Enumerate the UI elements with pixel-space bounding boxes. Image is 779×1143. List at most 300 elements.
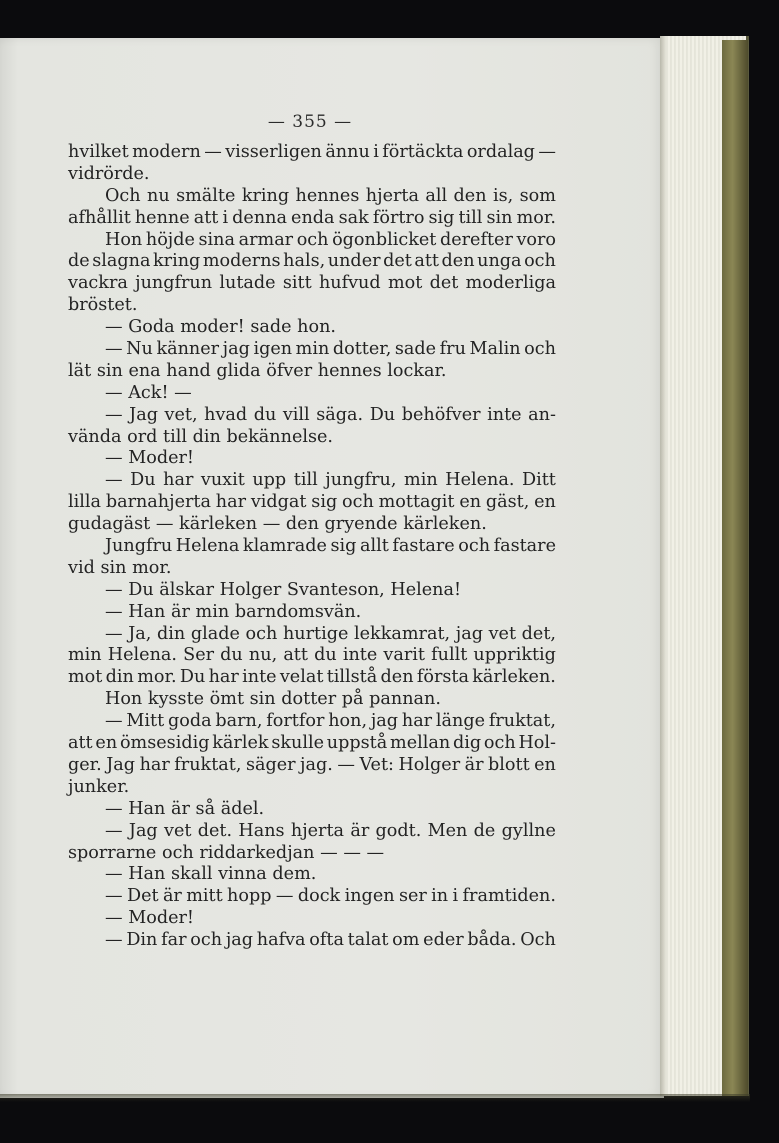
word: Malin xyxy=(469,339,521,360)
word: igen xyxy=(253,339,293,360)
word: min xyxy=(404,470,438,491)
word: dem. xyxy=(272,864,317,885)
word: sporrarne xyxy=(68,842,157,863)
word: så xyxy=(195,798,216,819)
text-line xyxy=(68,711,556,733)
word: dock xyxy=(297,886,341,907)
word: kring xyxy=(241,185,290,206)
word: kysste xyxy=(147,689,205,710)
word: ofta xyxy=(309,930,344,951)
word: — xyxy=(155,514,174,535)
word: — xyxy=(275,886,294,907)
word: det xyxy=(429,273,459,294)
word: in xyxy=(431,886,449,907)
word: ordalag xyxy=(466,142,535,162)
word: ingen xyxy=(344,886,395,907)
word: kring xyxy=(153,251,201,272)
word: — xyxy=(105,908,123,929)
word: goda xyxy=(167,711,212,732)
word: jungfrun xyxy=(135,273,213,294)
word: sak xyxy=(338,207,369,228)
word: Moder! xyxy=(128,908,194,929)
word: modern xyxy=(132,142,201,162)
word: är xyxy=(350,820,370,841)
word: uppriktig xyxy=(473,645,556,666)
word: i xyxy=(452,886,459,907)
word: det. xyxy=(197,820,233,841)
word: mor. xyxy=(516,207,556,228)
word: henne xyxy=(134,207,190,228)
word: kärleken. xyxy=(472,667,556,688)
word: afhållit xyxy=(68,207,131,228)
word: sin xyxy=(249,689,276,710)
word: Jag xyxy=(128,820,158,841)
text-line xyxy=(68,251,556,273)
word: bekännelse. xyxy=(226,426,334,447)
word: fastare xyxy=(493,536,556,557)
word: enda xyxy=(291,207,335,228)
word: armar xyxy=(238,229,294,250)
word: jag. xyxy=(300,754,333,775)
word: i xyxy=(222,207,229,228)
word: mor. xyxy=(132,557,172,578)
word: inte xyxy=(242,667,277,688)
text-line xyxy=(68,514,556,536)
word: sade xyxy=(394,339,437,360)
word: barnahjerta xyxy=(105,492,211,513)
text-line xyxy=(68,427,556,449)
word: jag xyxy=(370,711,399,732)
text-line xyxy=(68,777,556,799)
word: säga. xyxy=(316,404,364,425)
word: Han xyxy=(128,601,166,622)
word: ser xyxy=(398,886,427,907)
word: de xyxy=(473,820,496,841)
word: — xyxy=(105,864,123,885)
word: den xyxy=(441,251,475,272)
word: inte xyxy=(342,645,378,666)
page-bottom-shadow xyxy=(0,1094,750,1102)
word: vidrörde. xyxy=(68,163,150,184)
word: allt xyxy=(359,536,389,557)
word: på xyxy=(341,689,364,710)
word: har xyxy=(139,754,170,775)
word: Ser xyxy=(183,645,215,666)
text-line xyxy=(68,142,556,164)
word: hennes xyxy=(295,185,360,206)
word: moderns xyxy=(202,251,281,272)
word: tillstå xyxy=(326,667,378,688)
word: — xyxy=(105,930,123,951)
text-line xyxy=(68,317,556,339)
word: under xyxy=(327,251,381,272)
word: varit xyxy=(383,645,425,666)
word: och xyxy=(524,251,556,272)
word: gudagäst xyxy=(68,514,151,535)
word: nu xyxy=(147,185,170,206)
word: vuxit xyxy=(200,470,245,491)
word: i xyxy=(373,142,379,162)
word: fruktat, xyxy=(174,754,242,775)
word: gyllne xyxy=(501,820,556,841)
word: — xyxy=(105,798,123,819)
word: Och xyxy=(105,185,141,206)
word: Jungfru xyxy=(105,536,173,557)
word: och xyxy=(342,492,374,513)
word: Du xyxy=(128,579,154,600)
word: — xyxy=(105,339,123,360)
word: vet, xyxy=(164,404,198,425)
word: lilla xyxy=(68,492,101,513)
word: Ja, xyxy=(128,623,152,644)
word: min xyxy=(68,645,102,666)
word: Moder! xyxy=(128,448,194,469)
word: — xyxy=(105,404,123,425)
word: visserligen xyxy=(225,142,322,162)
word: min xyxy=(195,601,230,622)
word: ömt xyxy=(209,689,245,710)
word: Du xyxy=(369,404,396,425)
word: och xyxy=(190,930,223,951)
word: Hans xyxy=(238,820,285,841)
word: jungfru, xyxy=(325,470,397,491)
text-line xyxy=(68,339,556,361)
word: den xyxy=(285,514,319,535)
word: Helena xyxy=(175,536,240,557)
word: den xyxy=(380,667,414,688)
word: velat xyxy=(279,667,324,688)
text-line xyxy=(68,230,556,252)
text-line xyxy=(68,558,556,580)
word: — xyxy=(105,382,123,403)
word: sin xyxy=(486,207,513,228)
word: känner xyxy=(156,339,220,360)
word: förtro xyxy=(372,207,425,228)
text-line xyxy=(68,821,556,843)
text-line xyxy=(68,208,556,230)
word: hals, xyxy=(283,251,326,272)
text-line xyxy=(68,536,556,558)
word: ömsesidig xyxy=(119,733,210,754)
word: Och xyxy=(520,930,556,951)
word: an- xyxy=(528,404,556,425)
word: fastare xyxy=(392,536,455,557)
word: lockar. xyxy=(387,360,447,381)
word: Jag xyxy=(129,404,158,425)
word: är xyxy=(464,754,484,775)
word: sig xyxy=(428,207,455,228)
word: — xyxy=(105,448,123,469)
word: till xyxy=(293,470,318,491)
word: pannan. xyxy=(369,689,441,710)
word: sin xyxy=(96,360,123,381)
word: har xyxy=(215,492,247,513)
text-line xyxy=(68,645,556,667)
word: har xyxy=(401,711,433,732)
word: och xyxy=(245,623,278,644)
word: denna xyxy=(232,207,287,228)
word: sin xyxy=(100,557,127,578)
word: Du xyxy=(179,667,206,688)
word: skall xyxy=(171,864,213,885)
word: är xyxy=(171,798,190,819)
word: fullt xyxy=(431,645,468,666)
word: är xyxy=(171,601,190,622)
word: länge xyxy=(435,711,486,732)
word: och xyxy=(483,733,516,754)
text-line xyxy=(68,273,556,295)
word: hon. xyxy=(297,317,336,338)
word: höjde xyxy=(145,229,195,250)
word: sig xyxy=(330,536,357,557)
word: lutade xyxy=(219,273,276,294)
text-line xyxy=(68,405,556,427)
word: första xyxy=(416,667,469,688)
word: mellan xyxy=(390,733,451,754)
word: den xyxy=(453,185,487,206)
text-line xyxy=(68,755,556,777)
word: lät xyxy=(68,360,92,381)
word: hon, xyxy=(328,711,368,732)
word: — xyxy=(105,317,123,338)
word: vända xyxy=(68,426,122,447)
word: att xyxy=(283,645,308,666)
word: sina xyxy=(198,229,236,250)
word: — xyxy=(343,842,361,863)
word: vinna xyxy=(218,864,267,885)
word: framtiden. xyxy=(462,886,556,907)
word: Goda xyxy=(128,317,175,338)
word: lekkamrat, xyxy=(354,623,451,644)
word: en xyxy=(95,733,118,754)
word: Vet: xyxy=(359,754,394,775)
word: dotter, xyxy=(332,339,392,360)
word: Jag xyxy=(106,754,136,775)
word: hafva xyxy=(256,930,306,951)
word: unga xyxy=(477,251,522,272)
word: vet xyxy=(488,623,517,644)
word: glade xyxy=(190,623,240,644)
word: klamrade xyxy=(242,536,327,557)
word: mor. xyxy=(137,667,177,688)
text-line xyxy=(68,799,556,821)
word: är xyxy=(162,886,182,907)
text-line xyxy=(68,733,556,755)
word: Din xyxy=(126,930,158,951)
word: mot xyxy=(68,667,103,688)
text-line xyxy=(68,602,556,624)
page-number: — 355 — xyxy=(267,112,353,132)
word: jag xyxy=(222,339,250,360)
word: att xyxy=(68,733,93,754)
text-line xyxy=(68,448,556,470)
word: all xyxy=(425,185,448,206)
word: vill xyxy=(282,404,310,425)
word: kärleken. xyxy=(403,514,487,535)
word: — xyxy=(105,711,123,732)
word: barndomsvän. xyxy=(234,601,362,622)
word: de xyxy=(68,251,90,272)
word: båda. xyxy=(467,930,517,951)
word: öfver xyxy=(266,360,313,381)
word: förtäckta xyxy=(382,142,464,162)
word: — xyxy=(320,842,338,863)
word: Helena. xyxy=(107,645,178,666)
word: Nu xyxy=(126,339,153,360)
word: Svanteson, xyxy=(286,579,385,600)
word: Han xyxy=(128,798,166,819)
word: upp xyxy=(252,470,287,491)
word: hvilket xyxy=(68,142,129,162)
word: jag xyxy=(455,623,483,644)
word: sig xyxy=(311,492,338,513)
word: har xyxy=(163,470,194,491)
word: som xyxy=(519,185,556,206)
word: riddarkedjan xyxy=(199,842,315,863)
word: jag xyxy=(225,930,254,951)
word: din xyxy=(192,426,221,447)
word: och xyxy=(161,842,194,863)
word: Helena. xyxy=(445,470,515,491)
word: Hol- xyxy=(518,733,556,754)
word: — xyxy=(105,470,123,491)
word: — xyxy=(105,820,123,841)
word: och xyxy=(458,536,491,557)
text-line xyxy=(68,492,556,514)
word: min xyxy=(295,339,330,360)
word: älskar xyxy=(159,579,214,600)
word: Det xyxy=(126,886,159,907)
word: Hon xyxy=(105,689,143,710)
text-line xyxy=(68,470,556,492)
text-line xyxy=(68,908,556,930)
text-line xyxy=(68,383,556,405)
word: sitt xyxy=(282,273,312,294)
word: du xyxy=(220,645,243,666)
word: vackra xyxy=(68,273,128,294)
word: bröstet. xyxy=(68,295,138,316)
word: dig xyxy=(452,733,482,754)
word: — xyxy=(538,142,556,162)
word: mot xyxy=(387,273,423,294)
text-line xyxy=(68,624,556,646)
word: Men xyxy=(427,820,468,841)
word: blott xyxy=(488,754,530,775)
word: fortfor xyxy=(266,711,325,732)
text-line xyxy=(68,164,556,186)
word: din xyxy=(156,623,186,644)
word: och xyxy=(524,339,556,360)
word: Ditt xyxy=(522,470,556,491)
word: Holger xyxy=(398,754,461,775)
word: till xyxy=(458,207,483,228)
word: vid xyxy=(68,557,95,578)
word: det, xyxy=(521,623,556,644)
word: barn, xyxy=(215,711,263,732)
word: — xyxy=(105,623,123,644)
word: en xyxy=(459,492,482,513)
word: behöfver xyxy=(401,404,481,425)
word: — xyxy=(174,382,192,403)
word: Helena! xyxy=(390,579,462,600)
body-text xyxy=(68,142,556,952)
word: din xyxy=(105,667,134,688)
word: säger xyxy=(245,754,296,775)
word: fru xyxy=(439,339,466,360)
text-line xyxy=(68,186,556,208)
word: Ack! xyxy=(128,382,169,403)
word: slagna xyxy=(92,251,151,272)
word: — xyxy=(105,601,123,622)
text-line xyxy=(68,361,556,383)
word: glida xyxy=(216,360,261,381)
word: moder! xyxy=(180,317,245,338)
word: fruktat, xyxy=(488,711,556,732)
word: moderliga xyxy=(465,273,556,294)
word: hufvud xyxy=(318,273,381,294)
word: dotter xyxy=(281,689,337,710)
word: talat xyxy=(347,930,389,951)
word: hand xyxy=(166,360,211,381)
word: gäst, xyxy=(485,492,530,513)
word: du xyxy=(253,404,277,425)
text-line xyxy=(68,886,556,908)
word: till xyxy=(163,426,187,447)
text-line xyxy=(68,843,556,865)
word: far xyxy=(161,930,187,951)
word: hjerta xyxy=(290,820,345,841)
word: vidgat xyxy=(250,492,307,513)
word: — xyxy=(337,754,355,775)
word: om xyxy=(392,930,420,951)
word: skulle xyxy=(271,733,324,754)
text-line xyxy=(68,864,556,886)
word: — xyxy=(366,842,385,863)
word: godt. xyxy=(375,820,422,841)
word: kärlek xyxy=(212,733,269,754)
word: ännu xyxy=(325,142,370,162)
word: sade xyxy=(250,317,292,338)
text-line xyxy=(68,580,556,602)
text-line xyxy=(68,295,556,317)
word: is, xyxy=(492,185,514,206)
word: ögonblicket xyxy=(332,229,437,250)
word: hopp xyxy=(227,886,272,907)
word: Han xyxy=(128,864,166,885)
word: ger. xyxy=(68,754,102,775)
word: — xyxy=(105,579,123,600)
word: du xyxy=(314,645,337,666)
word: hvad xyxy=(204,404,248,425)
text-line xyxy=(68,930,556,952)
word: en xyxy=(534,754,556,775)
word: hurtige xyxy=(282,623,349,644)
word: Hon xyxy=(105,229,143,250)
word: Holger xyxy=(219,579,282,600)
word: hjerta xyxy=(365,185,419,206)
word: kärleken xyxy=(179,514,258,535)
word: ädel. xyxy=(220,798,265,819)
word: vet xyxy=(164,820,192,841)
word: voro xyxy=(516,229,556,250)
word: — xyxy=(105,886,123,907)
word: derefter xyxy=(439,229,513,250)
text-line xyxy=(68,689,556,711)
word: — xyxy=(262,514,281,535)
book-cover-edge xyxy=(722,40,748,1096)
word: mottagit xyxy=(378,492,455,513)
word: det xyxy=(383,251,412,272)
